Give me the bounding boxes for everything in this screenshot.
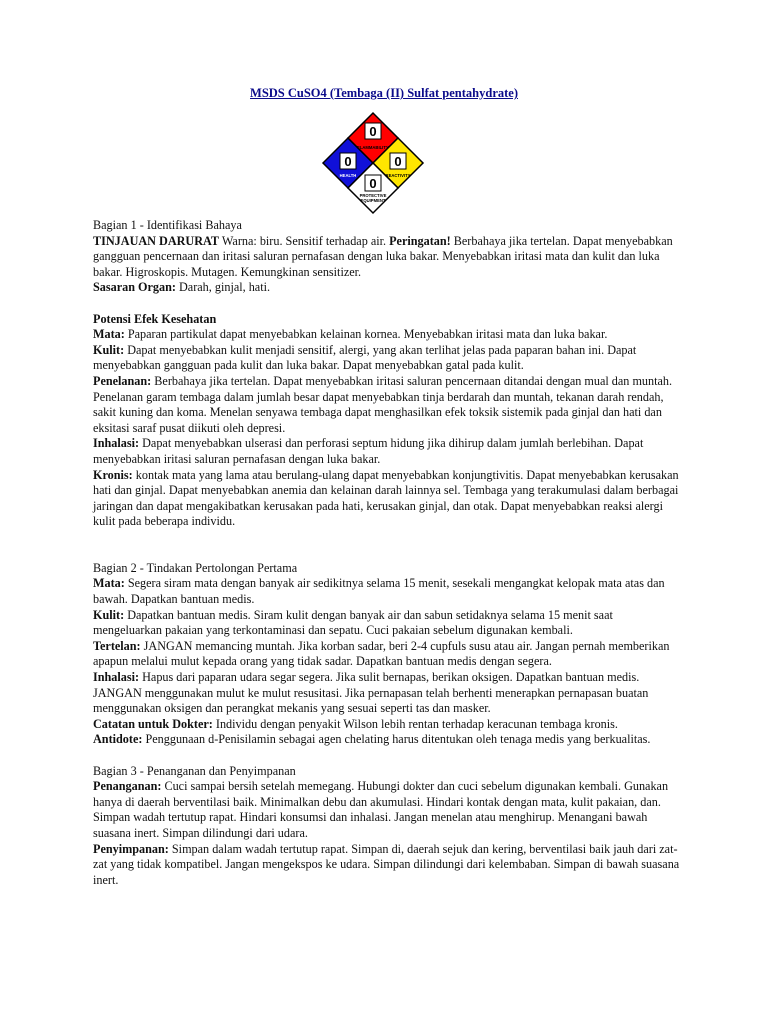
first-aid-item: Inhalasi: Hapus dari paparan udara segar segera. Jika sulit bernapas, berikan oksigen. Dapatkan bantuan medis. JANGAN menggunakan mulut ke mulut resusitasi. Jika pernapasan telah berhenti menerapkan pernapasan buatan menggunakan oksigen dan perangkat mekanis yang sesuai seperti tas dan masker. bbox=[93, 670, 649, 716]
document-body bbox=[93, 218, 683, 888]
handling-item: Penanganan: Cuci sampai bersih setelah memegang. Hubungi dokter dan cuci sebelum digunakan kembali. Gunakan hanya di daerah berventilasi baik. Minimalkan debu dan akumulasi. Hindari kontak dengan mata, kulit pakaian, dan. Simpan wadah tertutup rapat. Hindari konsumsi dan inhalasi. Jangan menelan atau menghirup. Menangani bawah suasana inert. Simpan dilindungi dari udara. bbox=[93, 779, 669, 840]
health-rating: 0 bbox=[344, 154, 352, 169]
health-item: Inhalasi: Dapat menyebabkan ulserasi dan perforasi septum hidung jika dihirup dalam jumlah berlebihan. Dapat menyebabkan iritasi saluran pernafasan dengan luka bakar. bbox=[93, 436, 644, 466]
emergency-overview: TINJAUAN DARURAT Warna: biru. Sensitif terhadap air. Peringatan! Berbahaya jika tertelan. Dapat menyebabkan gangguan pencernaan dan iritasi saluran pernafasan dengan luka bakar. Menyebabkan iritasi mata dan kulit dan luka bakar. Higroskopis. Mutagen. Kemungkinan sensitizer. bbox=[93, 233, 673, 279]
health-item: Kulit: Dapat menyebabkan kulit menjadi sensitif, alergi, yang akan terlihat jelas pada paparan bahan ini. Dapat menyebabkan gangguan pada kulit dan luka bakar. Dapat menyebabkan gatal pada kulit. bbox=[93, 342, 637, 373]
health-item: Penelanan: Berbahaya jika tertelan. Dapat menyebabkan iritasi saluran pencernaan ditandai dengan mual dan muntah. Penelanan garam tembaga dalam jumlah besar dapat menyebabkan tinja berdarah dan muntah, tekanan darah rendah, sakit kuning dan koma. Menelan senyawa tembaga dapat menghasilkan efek toksik sistemik pada ginjal dan hati dan eksitasi saraf pusat diikuti oleh depresi. bbox=[93, 373, 673, 435]
warning-label: Peringatan! bbox=[389, 233, 451, 248]
section-1-heading: Bagian 1 - Identifikasi Bahaya bbox=[93, 218, 242, 232]
health-item: Mata: Paparan partikulat dapat menyebabkan kelainan kornea. Menyebabkan iritasi mata dan luka bakar. bbox=[93, 327, 608, 342]
target-organs: Sasaran Organ: Darah, ginjal, hati. bbox=[93, 280, 271, 295]
flammability-rating: 0 bbox=[369, 124, 377, 139]
protective-label-1: PROTECTIVE bbox=[359, 193, 387, 198]
section-2-heading: Bagian 2 - Tindakan Pertolongan Pertama bbox=[93, 560, 298, 575]
reactivity-label: REACTIVITY bbox=[385, 173, 411, 178]
flammability-label: FLAMMABILITY bbox=[357, 145, 389, 150]
section-3-heading: Bagian 3 - Penanganan dan Penyimpanan bbox=[93, 763, 296, 778]
protective-rating: 0 bbox=[369, 176, 377, 191]
first-aid-item: Catatan untuk Dokter: Individu dengan penyakit Wilson lebih rentan terhadap keracunan tembaga kronis. bbox=[93, 716, 618, 731]
health-item: Kronis: kontak mata yang lama atau berulang-ulang dapat menyebabkan konjungtivitis. Dapat menyebabkan kerusakan hati dan ginjal. Dapat menyebabkan anemia dan kelainan darah lainnya sel. Tembaga yang terakumulasi dalam berbagai jaringan dan dapat mengakibatkan kerusakan pada hati, kerusakan ginjal, dan otak. Dapat menyebabkan reaksi alergi kulit pada beberapa individu. bbox=[93, 467, 679, 529]
health-effects-heading: Potensi Efek Kesehatan bbox=[93, 311, 217, 326]
handling-item: Penyimpanan: Simpan dalam wadah tertutup rapat. Simpan di, daerah sejuk dan kering, berventilasi baik jauh dari zat-zat yang tidak kompatibel. Jangan mengekspos ke udara. Simpan dilindungi dari kelembaban. Simpan di bawah suasana inert. bbox=[93, 841, 680, 887]
first-aid-item: Tertelan: JANGAN memancing muntah. Jika korban sadar, beri 2-4 cupfuls susu atau air. Jangan pernah memberikan apapun melalui mulut kepada orang yang tidak sadar. Dapatkan bantuan medis dengan segera. bbox=[93, 638, 670, 669]
document-title: MSDS CuSO4 (Tembaga (II) Sulfat pentahydrate) bbox=[250, 86, 518, 100]
protective-label-2: EQUIPMENT bbox=[360, 198, 386, 203]
overview-label: TINJAUAN DARURAT bbox=[93, 233, 220, 248]
first-aid-item: Mata: Segera siram mata dengan banyak air sedikitnya selama 15 menit, sesekali mengangkat kelopak mata atas dan bawah. Dapatkan bantuan medis. bbox=[93, 576, 665, 607]
reactivity-rating: 0 bbox=[394, 154, 402, 169]
first-aid-item: Antidote: Penggunaan d-Penisilamin sebagai agen chelating harus ditentukan oleh tenaga medis yang berkualitas. bbox=[93, 732, 651, 747]
first-aid-item: Kulit: Dapatkan bantuan medis. Siram kulit dengan banyak air dan sabun setidaknya selama 15 menit saat mengeluarkan pakaian yang terkontaminasi dan sepatu. Cuci pakaian sebelum digunakan kembali. bbox=[93, 607, 613, 638]
health-label: HEALTH bbox=[339, 173, 357, 178]
